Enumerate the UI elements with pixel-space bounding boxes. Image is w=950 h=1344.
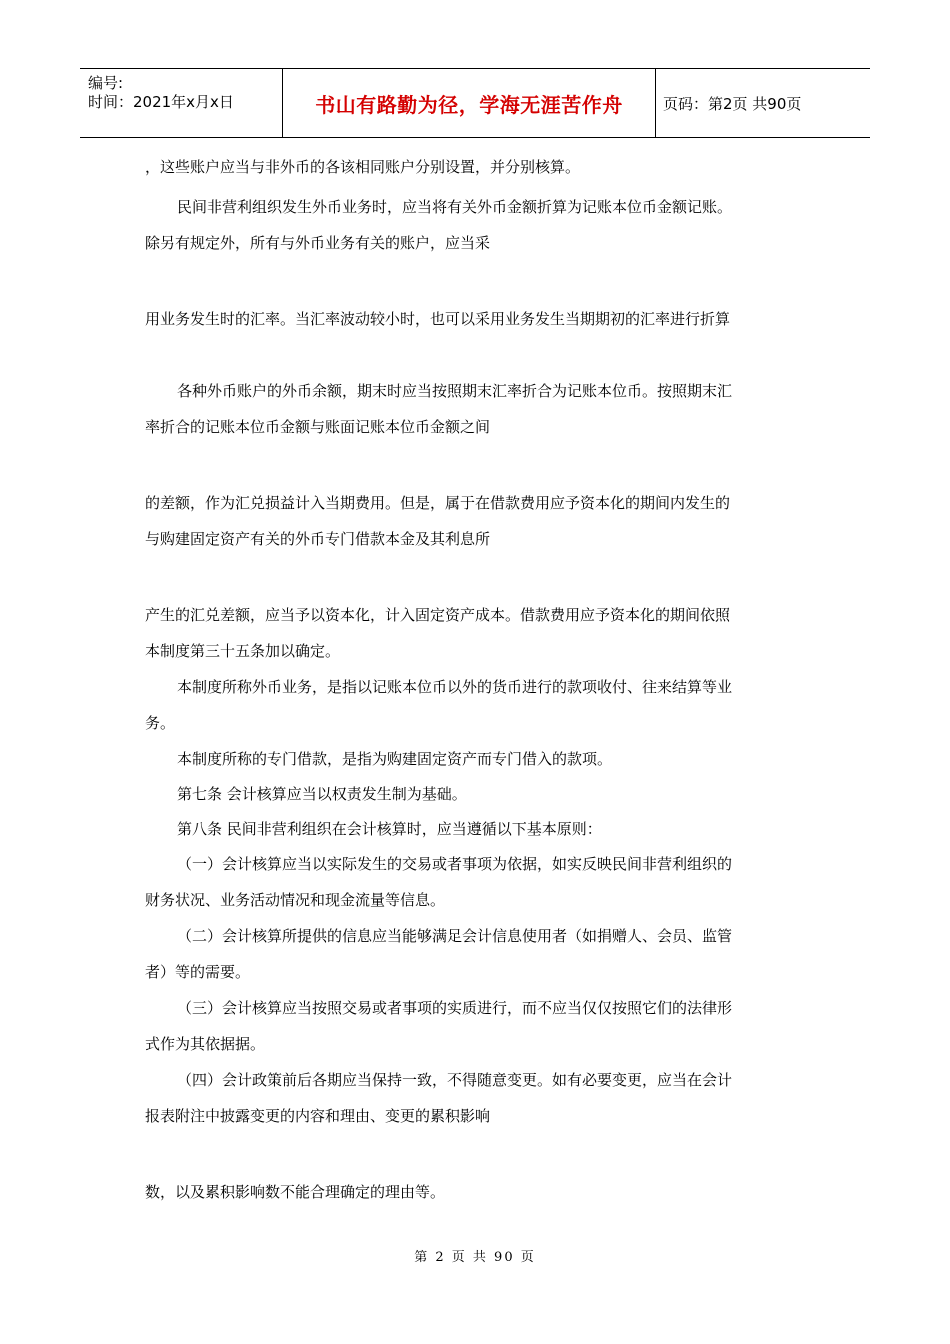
body-line: 率折合的记账本位币金额与账面记账本位币金额之间	[145, 418, 491, 436]
body-line: 除另有规定外，所有与外币业务有关的账户，应当采	[145, 234, 491, 252]
body-line: 务。	[145, 714, 176, 732]
body-line: 用业务发生时的汇率。当汇率波动较小时，也可以采用业务发生当期期初的汇率进行折算	[145, 310, 731, 328]
document-number-label: 编号:	[88, 74, 124, 92]
body-line: 报表附注中披露变更的内容和理由、变更的累积影响	[145, 1107, 491, 1125]
body-line: 本制度所称外币业务，是指以记账本位币以外的货币进行的款项收付、往来结算等业	[177, 678, 733, 696]
body-line: ，这些账户应当与非外币的各该相同账户分别设置，并分别核算。	[145, 158, 581, 176]
body-line: 数，以及累积影响数不能合理确定的理由等。	[145, 1183, 446, 1201]
body-line: 财务状况、业务活动情况和现金流量等信息。	[145, 891, 446, 909]
body-line: 民间非营利组织发生外币业务时，应当将有关外币金额折算为记账本位币金额记账。	[177, 198, 733, 216]
body-line: 与购建固定资产有关的外币专门借款本金及其利息所	[145, 530, 491, 548]
body-line: （三）会计核算应当按照交易或者事项的实质进行，而不应当仅仅按照它们的法律形	[177, 999, 733, 1017]
body-line: 第八条 民间非营利组织在会计核算时，应当遵循以下基本原则：	[177, 820, 602, 838]
header-page-info: 页码：第2页 共90页	[663, 94, 802, 113]
body-line: 本制度第三十五条加以确定。	[145, 642, 341, 660]
body-line: 者）等的需要。	[145, 963, 251, 981]
body-line: （一）会计核算应当以实际发生的交易或者事项为依据，如实反映民间非营利组织的	[177, 855, 733, 873]
body-line: （二）会计核算所提供的信息应当能够满足会计信息使用者（如捐赠人、会员、监管	[177, 927, 733, 945]
body-line: 各种外币账户的外币余额，期末时应当按照期末汇率折合为记账本位币。按照期末汇	[177, 382, 733, 400]
document-date: 时间：2021年x月x日	[88, 93, 234, 111]
header-motto: 书山有路勤为径，学海无涯苦作舟	[282, 69, 656, 137]
body-line: 产生的汇兑差额，应当予以资本化，计入固定资产成本。借款费用应予资本化的期间依照	[145, 606, 731, 624]
body-line: 本制度所称的专门借款，是指为购建固定资产而专门借入的款项。	[177, 750, 613, 768]
page-footer: 第 2 页 共 90 页	[414, 1250, 536, 1265]
page-header	[80, 68, 870, 138]
body-line: （四）会计政策前后各期应当保持一致，不得随意变更。如有必要变更，应当在会计	[177, 1071, 733, 1089]
body-line: 的差额，作为汇兑损益计入当期费用。但是，属于在借款费用应予资本化的期间内发生的	[145, 494, 731, 512]
body-line: 式作为其依据据。	[145, 1035, 266, 1053]
body-line: 第七条 会计核算应当以权责发生制为基础。	[177, 785, 467, 803]
header-meta	[80, 69, 282, 137]
